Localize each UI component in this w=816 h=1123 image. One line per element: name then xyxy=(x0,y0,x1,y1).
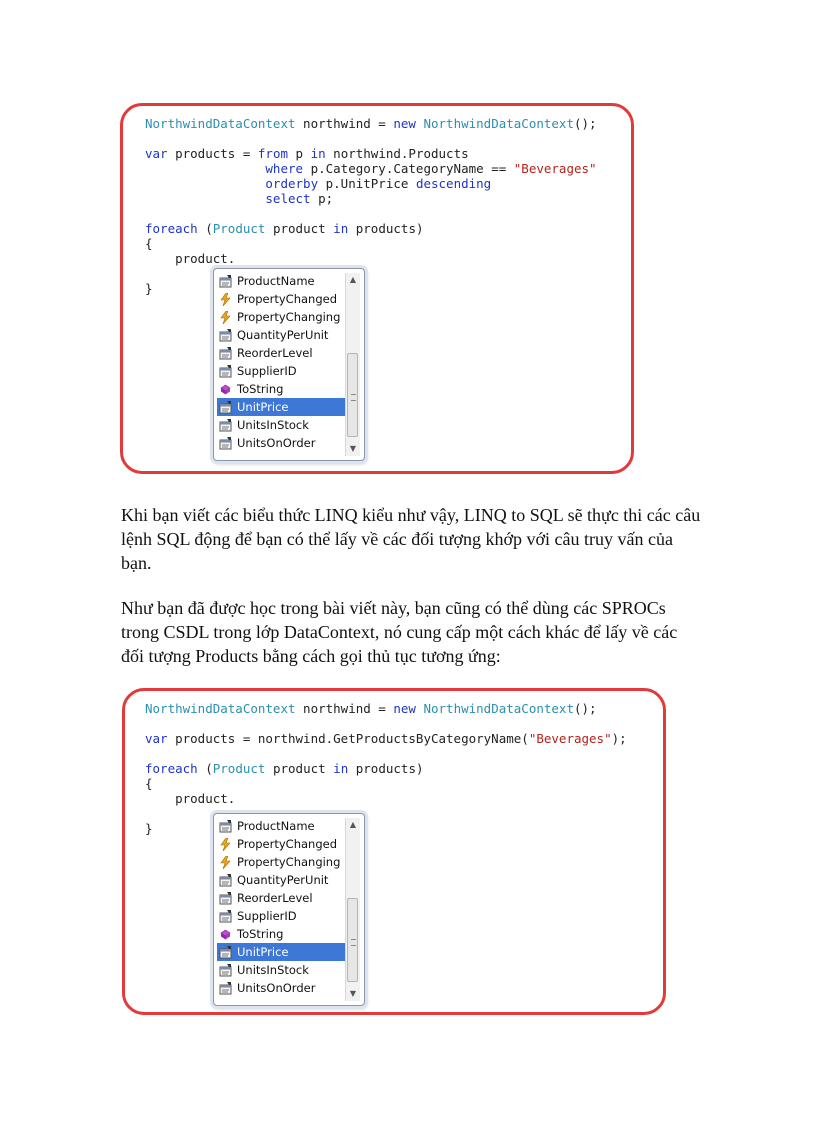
code-line xyxy=(145,161,597,176)
scroll-up-icon[interactable]: ▲ xyxy=(349,275,357,284)
intellisense-item[interactable] xyxy=(217,344,345,362)
code-token: ); xyxy=(611,731,627,746)
code-token: product xyxy=(265,761,334,776)
code-token: descending xyxy=(415,176,492,191)
intellisense-item-label: UnitsInStock xyxy=(237,418,309,432)
intellisense-item[interactable] xyxy=(217,272,345,290)
property-icon xyxy=(219,892,232,905)
code-token: product. xyxy=(145,251,236,266)
code-token: in xyxy=(333,221,349,236)
code-token: } xyxy=(145,281,153,296)
code-token: northwind = xyxy=(295,701,394,716)
intellisense-item[interactable] xyxy=(217,817,345,835)
code-line xyxy=(145,731,627,746)
scroll-down-icon[interactable]: ▼ xyxy=(349,444,357,453)
code-token: select xyxy=(145,191,311,206)
intellisense-item-label: ProductName xyxy=(237,274,315,288)
code-token: var xyxy=(145,146,168,161)
intellisense-item-label: UnitsInStock xyxy=(237,963,309,977)
property-icon xyxy=(219,419,232,432)
code-token: (); xyxy=(573,701,597,716)
property-icon xyxy=(219,401,232,414)
code-token: NorthwindDataContext xyxy=(145,701,296,716)
property-icon xyxy=(219,946,232,959)
code-token: NorthwindDataContext xyxy=(423,116,574,131)
code-token: ( xyxy=(197,221,213,236)
code-token: NorthwindDataContext xyxy=(145,116,296,131)
intellisense-list xyxy=(214,269,345,452)
event-icon xyxy=(219,293,232,306)
code-line xyxy=(145,206,597,221)
code-token: NorthwindDataContext xyxy=(423,701,574,716)
intellisense-item-label: PropertyChanging xyxy=(237,310,341,324)
intellisense-item[interactable] xyxy=(217,925,345,943)
property-icon xyxy=(219,275,232,288)
code-token: { xyxy=(145,236,153,251)
code-line xyxy=(145,701,627,716)
property-icon xyxy=(219,910,232,923)
property-icon xyxy=(219,982,232,995)
property-icon xyxy=(219,437,232,450)
intellisense-item[interactable] xyxy=(217,362,345,380)
intellisense-item-label: QuantityPerUnit xyxy=(237,873,329,887)
code-token: foreach xyxy=(145,761,198,776)
property-icon xyxy=(219,329,232,342)
code-token: p.Category.CategoryName == xyxy=(303,161,514,176)
code-line xyxy=(145,191,597,206)
paragraph-linq-explanation: Khi bạn viết các biểu thức LINQ kiểu như vậy, LINQ to SQL sẽ thực thi các câu lệnh SQL động để bạn có thể lấy về các đối tượng khớp với câu truy vấn của bạn. xyxy=(121,505,701,573)
code-token: Product xyxy=(212,221,266,236)
code-line xyxy=(145,761,627,776)
property-icon xyxy=(219,964,232,977)
code-token: "Beverages" xyxy=(528,731,612,746)
code-line xyxy=(145,746,627,761)
intellisense-item[interactable] xyxy=(217,835,345,853)
intellisense-scrollbar[interactable] xyxy=(345,818,360,1001)
code-token: product. xyxy=(145,791,236,806)
code-token: ( xyxy=(197,761,213,776)
code-line xyxy=(145,116,597,131)
code-token: (); xyxy=(573,116,597,131)
intellisense-item[interactable] xyxy=(217,326,345,344)
intellisense-list xyxy=(214,814,345,997)
event-icon xyxy=(219,838,232,851)
intellisense-item[interactable] xyxy=(217,889,345,907)
property-icon xyxy=(219,820,232,833)
intellisense-item-label: SupplierID xyxy=(237,909,297,923)
code-line xyxy=(145,791,627,806)
code-line xyxy=(145,176,597,191)
code-token: in xyxy=(333,761,349,776)
scroll-down-icon[interactable]: ▼ xyxy=(349,989,357,998)
code-token: new xyxy=(393,116,416,131)
code-token: in xyxy=(310,146,326,161)
intellisense-item-label: ReorderLevel xyxy=(237,891,313,905)
intellisense-item-label: ToString xyxy=(237,382,284,396)
intellisense-popup xyxy=(213,268,365,461)
code-line xyxy=(145,716,627,731)
intellisense-item[interactable] xyxy=(217,943,345,961)
property-icon xyxy=(219,347,232,360)
code-token: "Beverages" xyxy=(513,161,597,176)
code-token: products = northwind.GetProductsByCategoryName( xyxy=(167,731,529,746)
property-icon xyxy=(219,365,232,378)
code-token: foreach xyxy=(145,221,198,236)
grip-icon xyxy=(351,394,356,401)
intellisense-popup xyxy=(213,813,365,1006)
intellisense-item-label: ToString xyxy=(237,927,284,941)
code-line xyxy=(145,221,597,236)
scroll-thumb[interactable] xyxy=(347,353,358,437)
code-token: products) xyxy=(348,221,424,236)
intellisense-item-label: ReorderLevel xyxy=(237,346,313,360)
code-line xyxy=(145,236,597,251)
event-icon xyxy=(219,311,232,324)
intellisense-item-label: PropertyChanged xyxy=(237,292,337,306)
intellisense-item[interactable] xyxy=(217,380,345,398)
code-token: where xyxy=(145,161,304,176)
intellisense-item-label: PropertyChanging xyxy=(237,855,341,869)
intellisense-item-label: PropertyChanged xyxy=(237,837,337,851)
code-token: Product xyxy=(212,761,266,776)
intellisense-item-label: QuantityPerUnit xyxy=(237,328,329,342)
code-token: from xyxy=(257,146,288,161)
method-icon xyxy=(219,383,232,396)
method-icon xyxy=(219,928,232,941)
code-figure-linq-query xyxy=(120,103,634,474)
intellisense-item-label: UnitsOnOrder xyxy=(237,436,316,450)
property-icon xyxy=(219,874,232,887)
intellisense-item[interactable] xyxy=(217,961,345,979)
paragraph-sproc-explanation: Như bạn đã được học trong bài viết này, bạn cũng có thể dùng các SPROCs trong CSDL trong lớp DataContext, nó cung cấp một cách khác để lấy về các đối tượng Products bằng cách gọi thủ tục tương ứng: xyxy=(121,598,678,666)
intellisense-item[interactable] xyxy=(217,434,345,452)
intellisense-item-label: ProductName xyxy=(237,819,315,833)
code-line xyxy=(145,146,597,161)
intellisense-item[interactable] xyxy=(217,907,345,925)
intellisense-item[interactable] xyxy=(217,308,345,326)
code-token: northwind = xyxy=(295,116,394,131)
grip-icon xyxy=(351,939,356,946)
scroll-thumb[interactable] xyxy=(347,898,358,982)
intellisense-item[interactable] xyxy=(217,398,345,416)
intellisense-item-label: SupplierID xyxy=(237,364,297,378)
event-icon xyxy=(219,856,232,869)
intellisense-item[interactable] xyxy=(217,290,345,308)
code-line xyxy=(145,776,627,791)
code-token: products) xyxy=(348,761,424,776)
code-token: } xyxy=(145,821,153,836)
intellisense-item[interactable] xyxy=(217,416,345,434)
code-token: product xyxy=(265,221,334,236)
code-token: products = xyxy=(167,146,258,161)
code-token: var xyxy=(145,731,168,746)
code-token: p xyxy=(288,146,311,161)
code-token: { xyxy=(145,776,153,791)
code-token: orderby xyxy=(145,176,319,191)
intellisense-scrollbar[interactable] xyxy=(345,273,360,456)
intellisense-item[interactable] xyxy=(217,979,345,997)
intellisense-item[interactable] xyxy=(217,853,345,871)
intellisense-item[interactable] xyxy=(217,871,345,889)
intellisense-item-label: UnitsOnOrder xyxy=(237,981,316,995)
scroll-up-icon[interactable]: ▲ xyxy=(349,820,357,829)
code-figure-sproc-call xyxy=(122,688,666,1015)
code-token: northwind.Products xyxy=(325,146,469,161)
code-token: new xyxy=(393,701,416,716)
code-token: p.UnitPrice xyxy=(318,176,416,191)
code-line xyxy=(145,131,597,146)
intellisense-item-label: UnitPrice xyxy=(237,400,289,414)
code-token: p; xyxy=(310,191,334,206)
code-line xyxy=(145,251,597,266)
intellisense-item-label: UnitPrice xyxy=(237,945,289,959)
